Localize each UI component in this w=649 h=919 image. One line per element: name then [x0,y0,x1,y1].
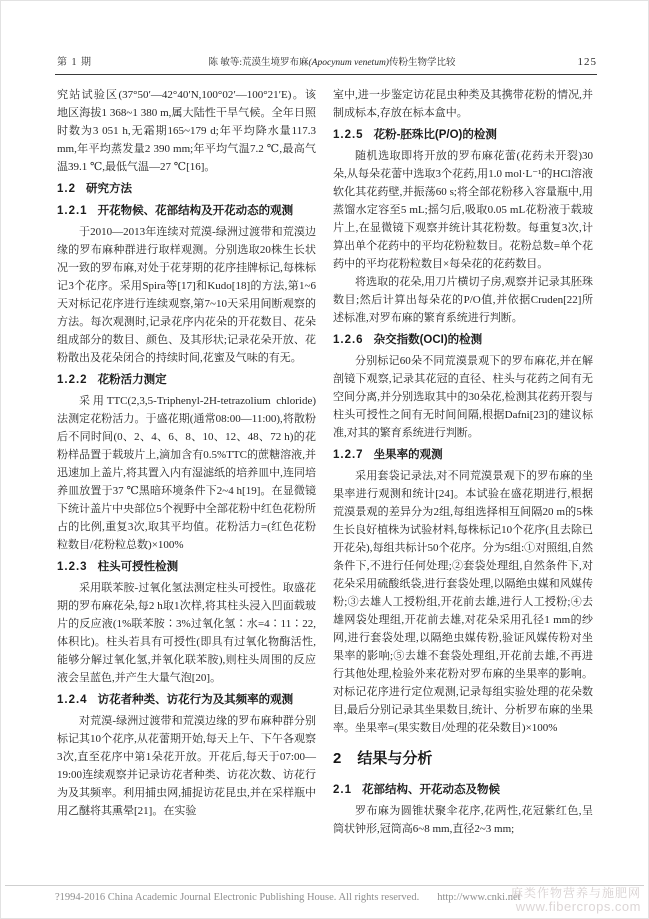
section-number: 1.2 [57,183,76,195]
watermark-site-url: www.fibercrops.com [515,899,641,914]
section-title: 研究方法 [86,183,132,195]
section-number: 1.2.6 [333,334,364,346]
section-heading-1-2-5 [333,126,593,144]
section-title: 坐果率的观测 [373,449,443,461]
section-heading-1-2-6 [333,331,593,349]
section-heading-1-2-2 [57,371,316,389]
cnki-url: http://www.cnki.net [437,892,521,903]
section-title: 花粉-胚珠比(P/O)的检测 [373,129,497,141]
section-heading-1-2-4 [57,691,316,709]
watermark-site-name: 麻类作物营养与施肥网 [510,886,641,900]
paragraph-fruit-set: 采用套袋记录法,对不同荒漠景观下的罗布麻的坐果率进行观测和统计[24]。本试验在盛花期进行,根据荒漠景观的差异分为2组,每组选择相互间隔20 m的5株生长良好植株为试验材料,每株标记10个花序(且去除已开花朵),每组共标计50个花序。分为5组:①对照组,自然条件下,不进行任何处理;②套袋处理组,自然条件下,对花朵采用硫酸纸袋,进行套袋处理,以隔绝虫媒和风媒传粉;③去雄人工授粉组,开花前去雄,进行人工授粉;④去雄网袋处理组,开花前去雄,对花朵采用孔径1 mm的纱网,进行套袋处理,以隔绝虫媒传粉,验证风媒传粉对坐果率的影响;⑤去雄不套袋处理组,开花前去雄,不再进行其他处理,检验外来花粉对罗布麻的坐果率的影响。对标记花序进行定位观测,记录每组实验处理的花朵数目,最后分别记录其坐果数目,统计、分析罗布麻的坐果率。坐果率=(果实数目/处理的花朵数目)×100% [333,470,593,734]
paragraph-floral-structure: 罗布麻为圆锥状聚伞花序,花两性,花冠紫红色,呈筒状钟形,冠筒高6~8 mm,直径2~3 mm; [333,805,593,835]
section-heading-2 [333,750,593,768]
paragraph-pollen-ovule-ratio: 随机选取即将开放的罗布麻花蕾(花药未开裂)30朵,从每朵花蕾中选取3个花药,用1.0 mol·L⁻¹的HCl溶液软化其花药壁,并振荡60 s;将全部花粉移入容量瓶中,用蒸馏水定容至5 mL;摇匀后,吸取0.05 mL花粉液于载玻片上,在显微镜下观察并统计其花粉数。每重复3次,计算出单个花药中的平均花粉粒数目。花粉总数=单个花药中的平均花粉粒数目×每朵花的花药数目。 [333,150,593,270]
footer [55,892,525,903]
section-title: 结果与分析 [357,750,433,767]
section-heading-1-2-3 [57,558,316,576]
left-column [57,86,316,820]
section-heading-1-2 [57,180,316,198]
paragraph-ovule-count: 将选取的花朵,用刀片横切子房,观察并记录其胚珠数目;然后计算出每朵花的P/O值,并依据Cruden[22]所述标准,对罗布麻的繁育系统进行判断。 [333,276,593,324]
right-column [333,86,593,838]
section-heading-1-2-1 [57,202,316,220]
section-title: 访花者种类、访花行为及其频率的观测 [97,694,294,706]
issue-label: 第 1 期 [57,57,92,68]
running-header [57,53,597,68]
page-number: 125 [577,56,597,68]
section-title: 花部结构、开花动态及物候 [362,784,500,796]
section-number: 2 [333,750,342,767]
running-title-prefix: 陈 敏等:荒漠生境罗布麻 [208,58,309,68]
copyright-text: ?1994-2016 China Academic Journal Electronic Publishing House. All rights reserved. [55,892,420,903]
running-title [127,54,537,68]
paragraph-outcrossing-index: 分别标记60朵不同荒漠景观下的罗布麻花,并在解剖镜下观察,记录其花冠的直径、柱头与花药之间有无空间分离,并分别选取其中的30朵花,检测其花药开裂与柱头可授性之间有无时间间隔,根据Dafni[23]的建议标准,对其的繁育系统进行判断。 [333,355,593,439]
running-title-suffix: 传粉生物学比较 [388,58,456,68]
paragraph-flowering-observation: 于2010—2013年连续对荒漠-绿洲过渡带和荒漠边缘的罗布麻种群进行取样观测。分别选取20株生长状况一致的罗布麻,对处于花芽期的花序挂牌标记,每株标记3个花序。采用Spira等[17]和Kudo[18]的方法,第1~6天对标记花序进行连续观察,第7~10天采用间断观察的方法。每次观测时,记录花序内花朵的开花数目、花朵组成部分的数目、颜色、及其形状;记录花朵开放、花粉散出及花朵闭合的持续时间,花蜜及气味的有无。 [57,226,316,364]
section-number: 1.2.1 [57,205,88,217]
paragraph-pollen-viability: 采用TTC(2,3,5-Triphenyl-2H-tetrazolium chloride)法测定花粉活力。于盛花期(通常08:00—11:00),将散粉后不同时间(0、2、4、6、8、10、12、48、72 h)的花粉样品置于载玻片上,滴加含有0.5%TTC的蔗糖溶液,并迅速加上盖片,将其置入内有湿滤纸的培养皿中,连同培养皿放置于37 ℃黑暗环境条件下2~4 h[19]。在显微镜下统计盖片中央部位5个视野中全部花粉中红色花粉所占的比例,重复3次,取其平均值。花粉活力=(红色花粉粒数目/花粉粒总数)×100% [57,395,316,551]
paragraph-specimen-continuation: 室中,进一步鉴定访花昆虫种类及其携带花粉的情况,并制成标本,存放在标本盒中。 [333,89,593,119]
section-title: 柱头可授性检测 [97,561,179,573]
section-title: 开花物候、花部结构及开花动态的观测 [97,205,294,217]
header-rule [55,74,597,75]
section-number: 2.1 [333,784,352,796]
section-title: 花粉活力测定 [97,374,167,386]
section-heading-2-1 [333,781,593,799]
paragraph-stigma-receptivity: 采用联苯胺-过氧化氢法测定柱头可授性。取盛花期的罗布麻花朵,每2 h取1次样,将其柱头浸入凹面载玻片的反应液(1%联苯胺∶3%过氧化氢∶水=4∶11∶22,体积比)。柱头若具有可授性(即具有过氧化物酶活性,能够分解过氧化氢,并氧化联苯胺),则柱头周围的反应液会呈蓝色,并产生大量气泡[20]。 [57,582,316,684]
section-heading-1-2-7 [333,446,593,464]
section-title: 杂交指数(OCI)的检测 [373,334,483,346]
section-number: 1.2.5 [333,129,364,141]
watermark [511,886,641,914]
species-latin-name: (Apocynum venetum) [308,58,389,68]
paragraph-flower-visitors: 对荒漠-绿洲过渡带和荒漠边缘的罗布麻种群分别标记其10个花序,从花蕾期开始,每天上午、下午各观察3次,直至花序中第1朵花开放。开花后,每天于07:00—19:00连续观察并记录访花者种类、访花次数、访花行为及其频率。利用捕虫网,捕捉访花昆虫,并在采样瓶中用乙醚将其熏晕[21]。在实验 [57,715,316,817]
section-number: 1.2.3 [57,561,88,573]
section-number: 1.2.4 [57,694,88,706]
section-number: 1.2.7 [333,449,364,461]
section-number: 1.2.2 [57,374,88,386]
paragraph-study-area: 究站试验区(37°50′—42°40′N,100°02′—100°21′E)。该地区海拔1 368~1 380 m,属大陆性干旱气候。全年日照时数为3 051 h,无霜期165~179 d;年平均降水量117.3 mm,年平均蒸发量2 390 mm;年平均气温7.2 ℃,最高气温39.1 ℃,最低气温—27 ℃[16]。 [57,89,316,173]
